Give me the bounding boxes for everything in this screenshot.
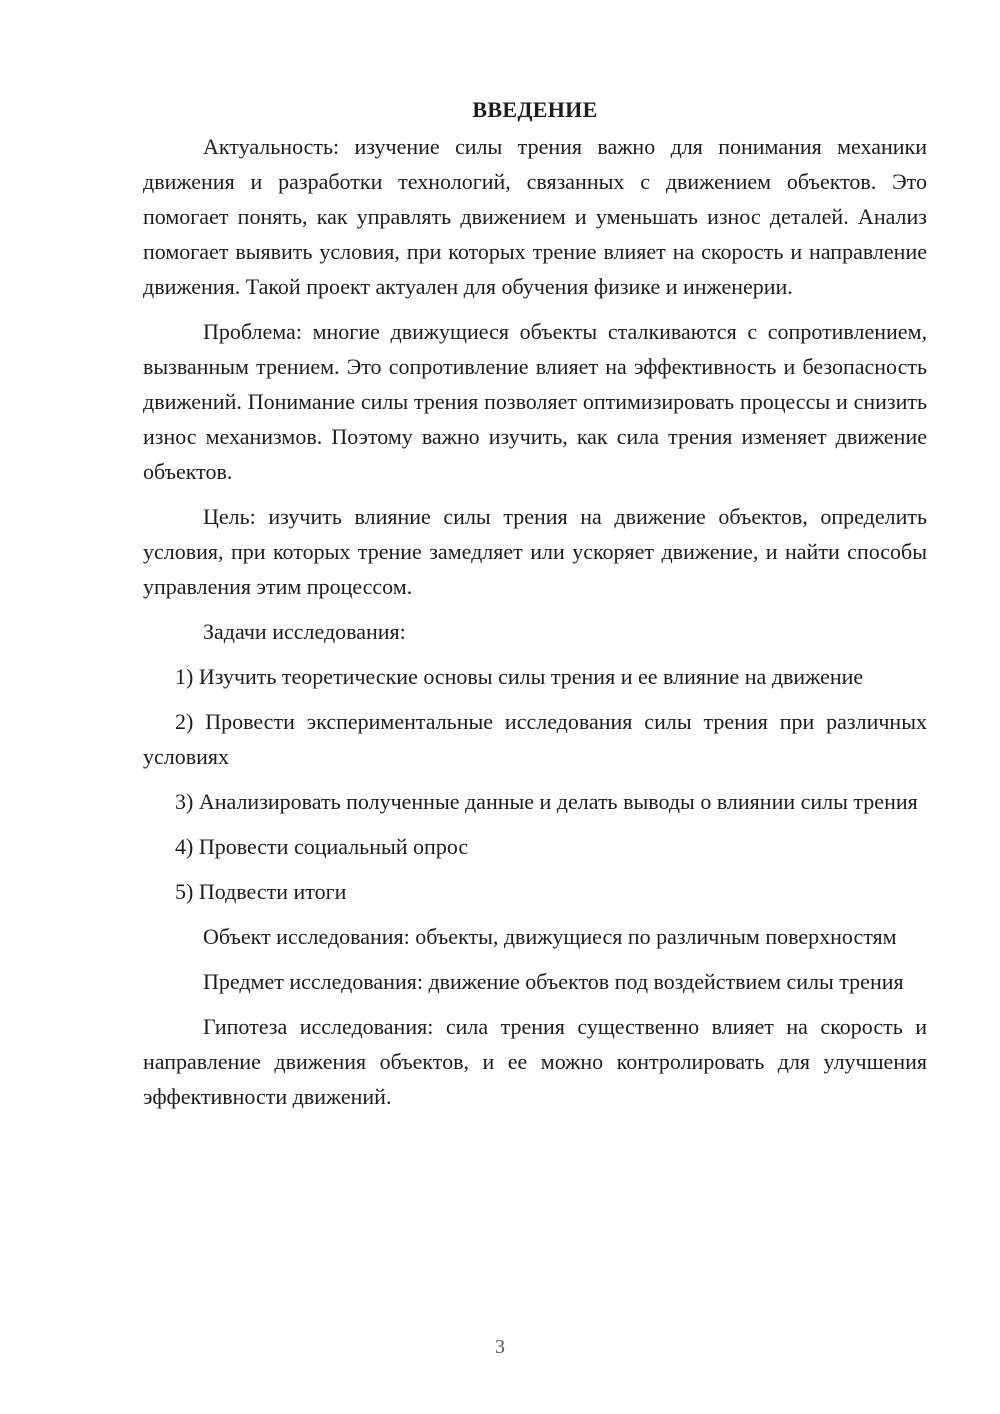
tasks-list [143,659,927,909]
task-item: 1) Изучить теоретические основы силы трения и ее влияние на движение [175,664,864,689]
goal-paragraph: Цель: изучить влияние силы трения на движение объектов, определить условия, при которых трение замедляет или ускоряет движение, и найти способы управления этим процессом. [143,504,927,599]
task-item: 3) Анализировать полученные данные и делать выводы о влиянии силы трения [175,789,918,814]
tasks-heading: Задачи исследования: [203,619,406,644]
task-item: 2) Провести экспериментальные исследования силы трения при различных условиях [143,709,927,769]
object-paragraph: Объект исследования: объекты, движущиеся по различным поверхностям [203,924,897,949]
section-title: ВВЕДЕНИЕ [472,97,598,122]
task-item: 5) Подвести итоги [175,879,347,904]
page-number: 3 [495,1336,505,1358]
document-page [143,92,927,1124]
hypothesis-paragraph: Гипотеза исследования: сила трения существенно влияет на скорость и направление движения объектов, и ее можно контролировать для улучшения эффективности движений. [143,1014,927,1109]
task-item: 4) Провести социальный опрос [175,834,469,859]
relevance-paragraph: Актуальность: изучение силы трения важно для понимания механики движения и разработки технологий, связанных с движением объектов. Это помогает понять, как управлять движением и уменьшать износ деталей. Анализ помогает выявить условия, при которых трение влияет на скорость и направление движения. Такой проект актуален для обучения физике и инженерии. [143,134,927,299]
subject-paragraph: Предмет исследования: движение объектов под воздействием силы трения [203,969,904,994]
problem-paragraph: Проблема: многие движущиеся объекты сталкиваются с сопротивлением, вызванным трением. Это сопротивление влияет на эффективность и безопасность движений. Понимание силы трения позволяет оптимизировать процессы и снизить износ механизмов. Поэтому важно изучить, как сила трения изменяет движение объектов. [143,319,927,484]
